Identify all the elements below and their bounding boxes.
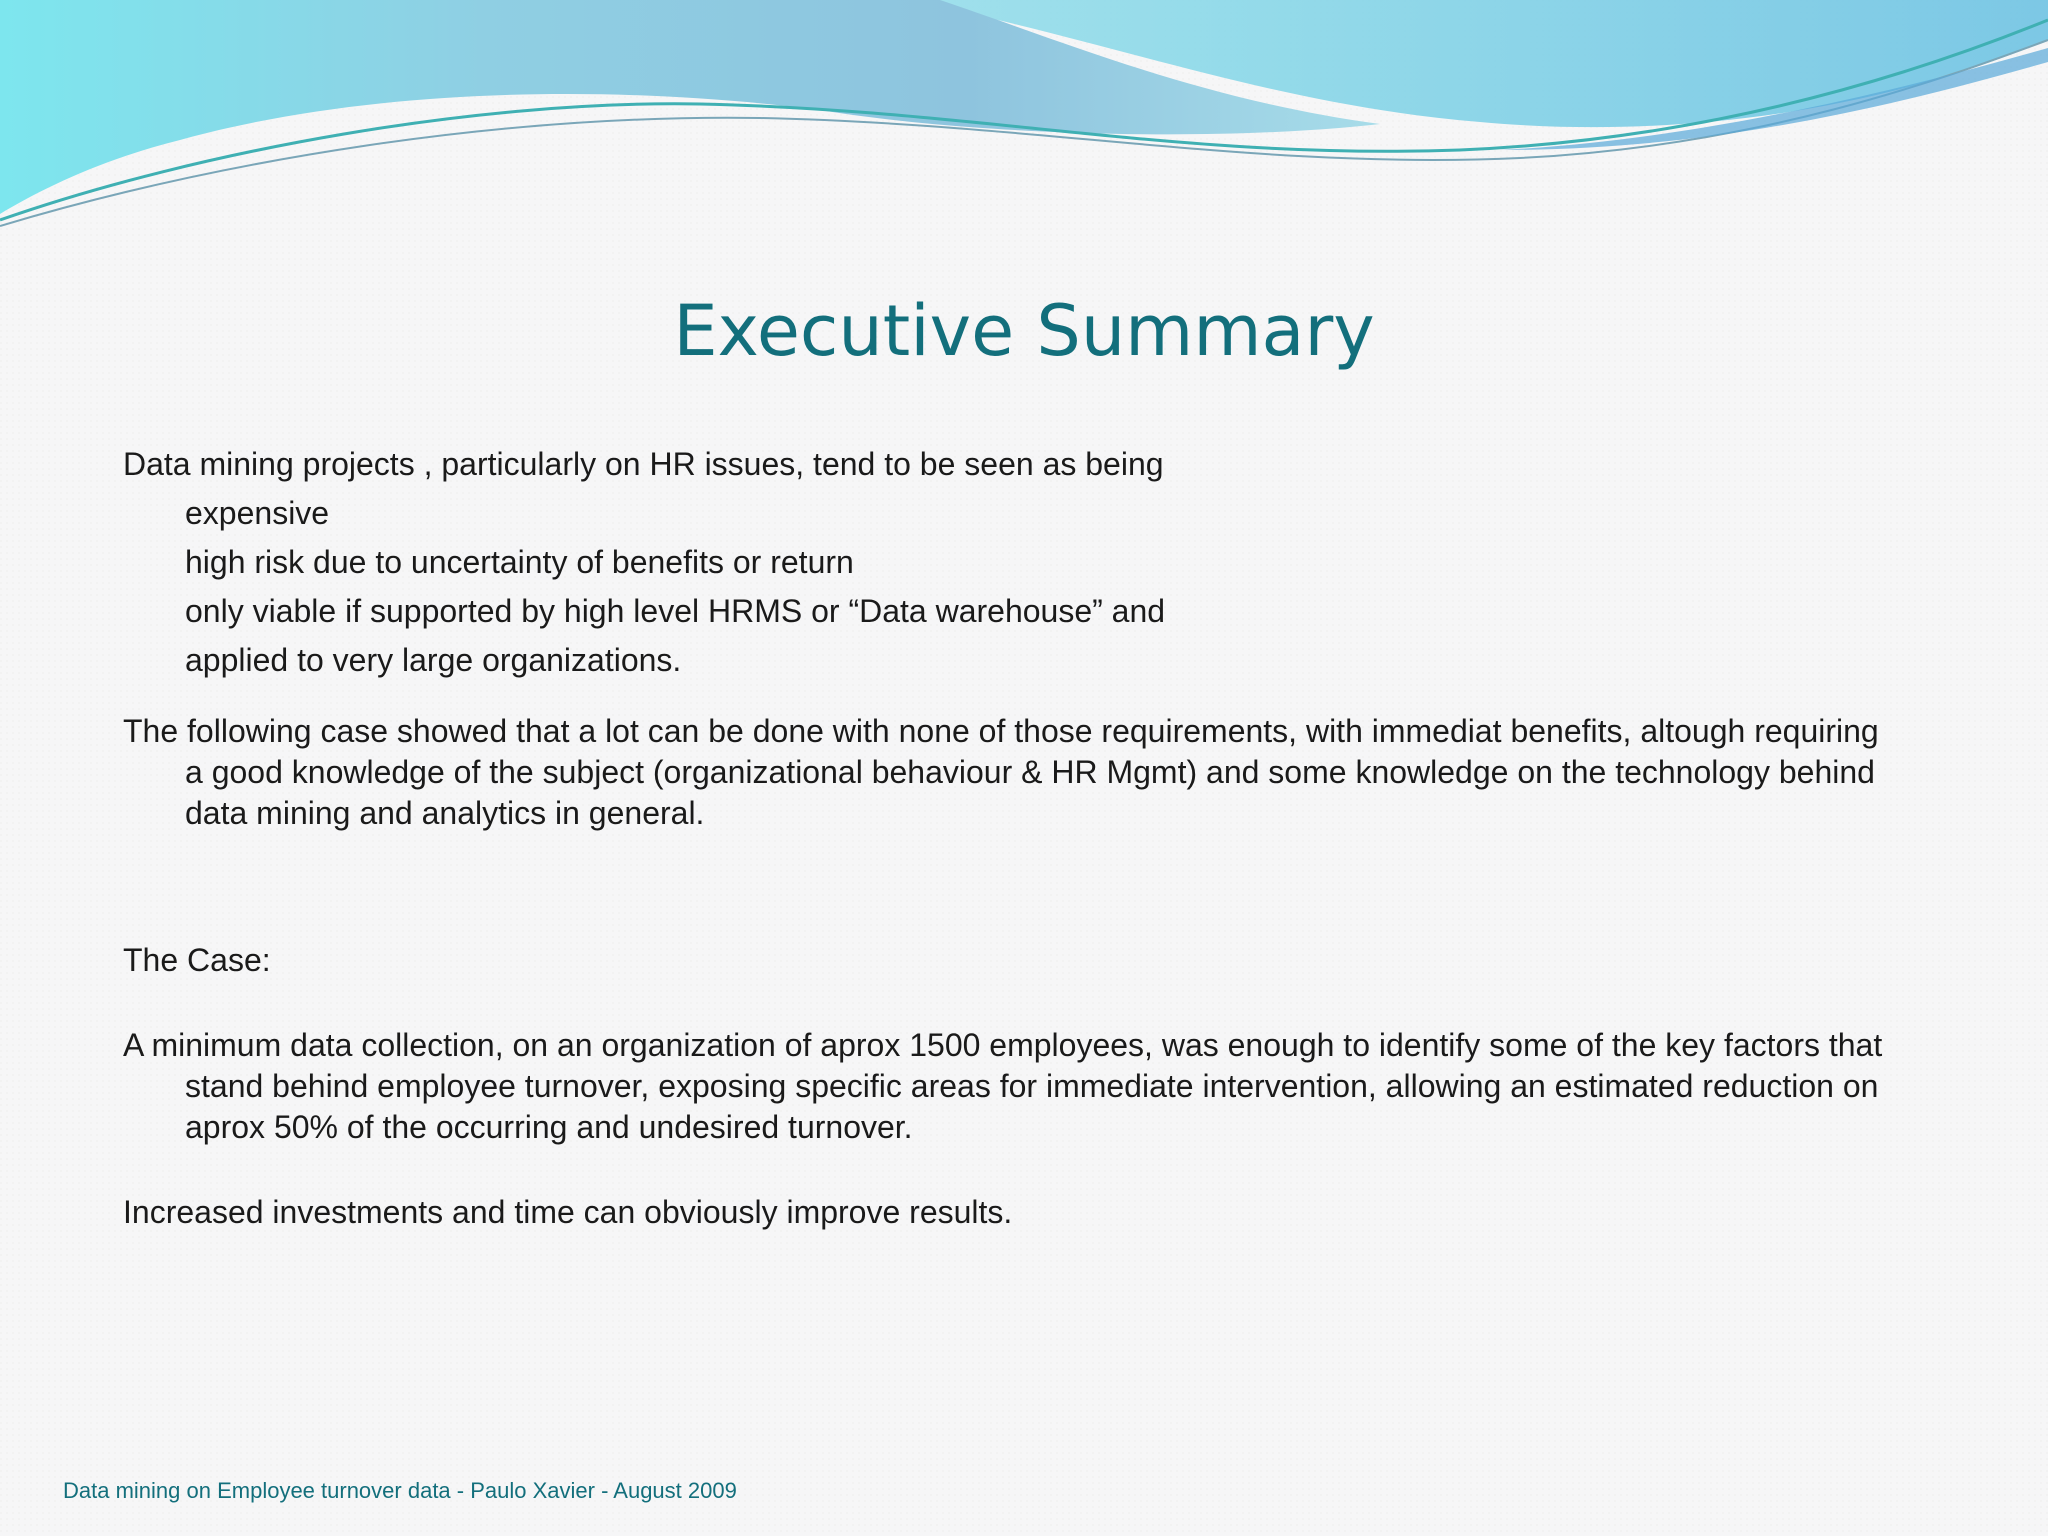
intro-item: applied to very large organizations.	[185, 642, 682, 678]
slide-body	[123, 440, 1883, 1233]
following-case-paragraph: The following case showed that a lot can be done with none of those requirements, with immediat benefits, altough requiring a good knowledge of the subject (organizational behaviour & HR Mgmt) and some knowledge on the technology behind data mining and analytics in general.	[123, 713, 1879, 831]
footer-text: Data mining on Employee turnover data - Paulo Xavier - August 2009	[63, 1478, 737, 1503]
case-paragraph: A minimum data collection, on an organization of aprox 1500 employees, was enough to identify some of the key factors that stand behind employee turnover, exposing specific areas for immediate intervention, allowing an estimated reduction on aprox 50% of the occurring and undesired turnover.	[123, 1027, 1883, 1145]
case-label: The Case:	[123, 942, 271, 978]
intro-text: Data mining projects , particularly on HR issues, tend to be seen as being	[123, 446, 1164, 482]
intro-item: high risk due to uncertainty of benefits or return	[185, 544, 854, 580]
header-wave-decoration	[0, 0, 2048, 240]
intro-item: only viable if supported by high level HRMS or “Data warehouse” and	[185, 593, 1166, 629]
conclusion-text: Increased investments and time can obviously improve results.	[123, 1194, 1013, 1230]
slide-title: Executive Summary	[673, 290, 1375, 372]
intro-item: expensive	[185, 495, 330, 531]
